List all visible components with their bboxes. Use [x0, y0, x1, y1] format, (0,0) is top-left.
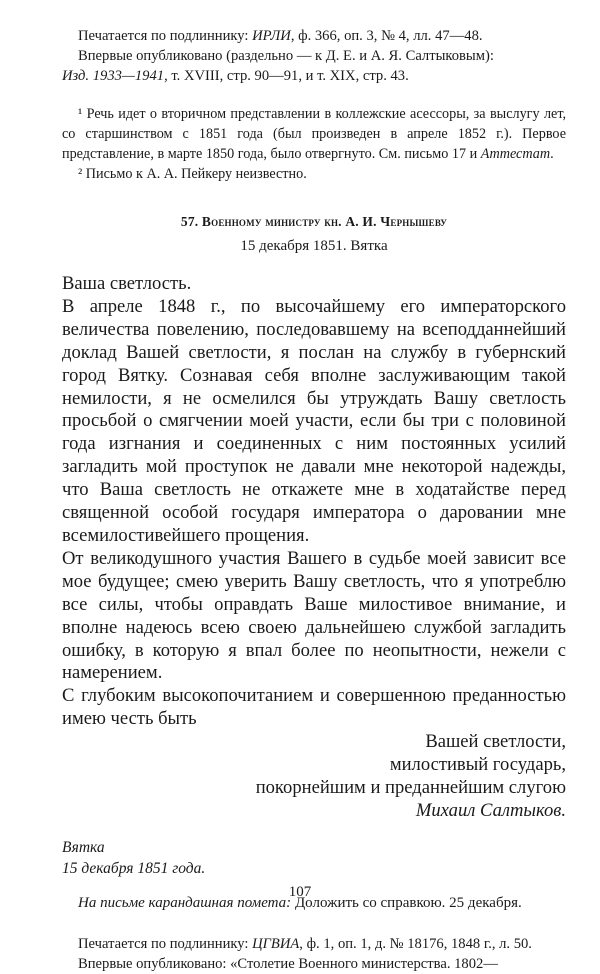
footer-source-note: [62, 934, 566, 974]
paragraph-1: В апреле 1848 г., по высочайшему его императорского величества повелению, последовавшему на всеподданнейший доклад Вашей светлости, я послан на службу в губернский город Вятку. Сознавая себя вполне заслуживающим такой немилости, я не осмелился бы утруждать Вашу светлость просьбой о смягчении моей участи, если бы три с половиной года изгнания и соединенных с ним постоянных усилий загладить мой проступок не давали мне некоторой надежды, что Ваша светлость не откажете мне в ходатайстве перед священной особой государя императора о даровании мне всемилостивейшего прощения.: [62, 295, 566, 546]
place-and-date: [62, 837, 566, 879]
footnotes: [62, 104, 566, 184]
paragraph-3: С глубоким высокопочитанием и совершенною преданностью имею честь быть: [62, 685, 566, 730]
closing-line-3: покорнейшим и преданнейшим слугою: [255, 776, 566, 798]
letter-date: 15 декабря 1851. Вятка: [240, 238, 388, 254]
closing-block: [62, 731, 566, 823]
closing-line-2: милостивый государь,: [389, 754, 566, 776]
archive-name: ИРЛИ: [252, 28, 291, 44]
footnote-1: ¹ Речь идет о вторичном представлении в коллежские асессоры, за выслугу лет, со старшинством с 1851 года (был произведен в апреле 1852 г.). Первое представление, в марте 1850 года, было отвергнуто. См. письмо 17 и Аттестат.: [62, 106, 566, 162]
letter-heading: 57. Военному министру кн. А. И. Чернышеву: [180, 214, 448, 229]
source-note-line-2: Впервые опубликовано (раздельно — к Д. Е. и А. Я. Салтыковым):: [78, 48, 494, 64]
source-note-line-1: Печатается по подлиннику: ИРЛИ, ф. 366, оп. 3, № 4, лл. 47—48.: [78, 28, 483, 44]
pencil-note: На письме карандашная помета: Доложить со справкою. 25 декабря.: [78, 894, 522, 911]
footer-line-1: Печатается по подлиннику: ЦГВИА, ф. 1, оп. 1, д. № 18176, 1848 г., л. 50.: [78, 935, 532, 952]
signature: Михаил Салтыков.: [415, 799, 566, 821]
salutation: Ваша светлость.: [62, 273, 192, 294]
footer-line-2: Впервые опубликовано: «Столетие Военного министерства. 1802—: [78, 955, 498, 972]
source-note-line-3: Изд. 1933—1941, т. XVIII, стр. 90—91, и т. XIX, стр. 43.: [62, 68, 409, 84]
source-note: [62, 26, 566, 86]
page-number: 107: [288, 884, 312, 900]
place-date: 15 декабря 1851 года.: [62, 859, 206, 877]
footnote-2: ² Письмо к А. А. Пейкеру неизвестно.: [78, 166, 307, 182]
closing-line-1: Вашей светлости,: [425, 731, 566, 753]
paragraph-2: От великодушного участия Вашего в судьбе моей зависит все мое будущее; смею уверить Вашу светлость, что я употреблю все силы, чтобы оправдать Ваше милостивое внимание, и вполне надеюсь всею своею дальнейшею службой загладить ошибку, в которую я впал более по неопытности, нежели с намерением.: [62, 547, 566, 684]
place: Вятка: [62, 838, 105, 856]
letter-body: [62, 273, 566, 731]
